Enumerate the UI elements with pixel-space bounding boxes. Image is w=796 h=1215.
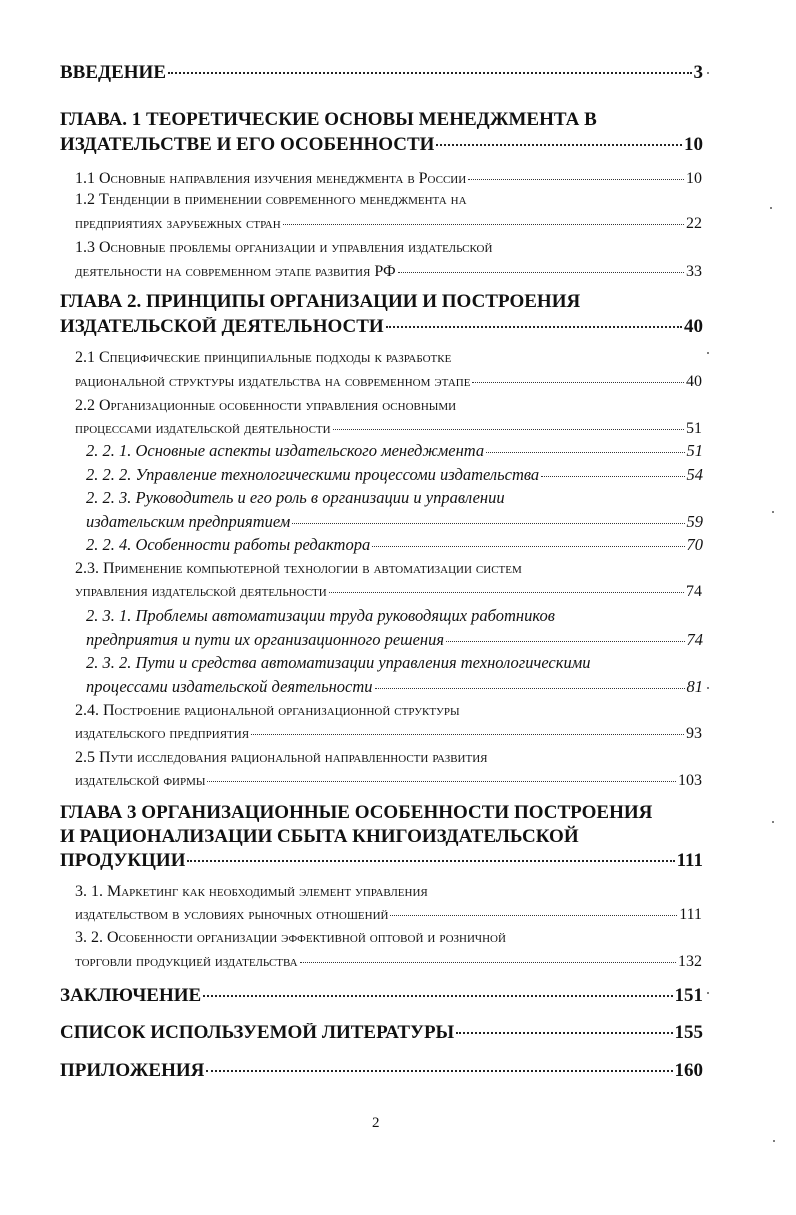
toc-entry-page: 40 (686, 373, 702, 390)
toc-subsection-2-2-2[interactable] (86, 467, 703, 484)
toc-subsection-2-3-1[interactable] (86, 632, 703, 649)
toc-section-1-2[interactable] (75, 216, 702, 232)
toc-entry-title: рациональной структуры издательства на современном этапе (75, 374, 471, 390)
toc-entry-page: 33 (686, 263, 702, 280)
toc-chapter-2[interactable] (60, 317, 703, 336)
leader-dots (398, 272, 684, 273)
toc-entry-page: 151 (674, 985, 703, 1006)
toc-subsection-2-2-4[interactable] (86, 537, 703, 554)
leader-dots (472, 382, 684, 383)
toc-entry-title: ПРИЛОЖЕНИЯ (60, 1061, 205, 1080)
toc-section-3-2[interactable] (75, 954, 702, 970)
toc-section-3-1[interactable] (75, 907, 702, 923)
toc-entry-page: 132 (678, 953, 702, 970)
toc-entry-page: 54 (686, 465, 703, 484)
scan-speck (770, 207, 772, 209)
leader-dots (390, 915, 677, 916)
toc-entry-page: 155 (674, 1022, 703, 1043)
toc-entry-title: процессами издательской деятельности (86, 679, 373, 696)
toc-entry-page: 40 (684, 316, 703, 337)
toc-section-2-3-line1[interactable]: 2.3. Применение компьютерной технологии в автоматизации систем (75, 560, 522, 577)
leader-dots (206, 1070, 672, 1072)
leader-dots (333, 429, 684, 430)
toc-entry-page: 103 (678, 772, 702, 789)
toc-entry-page: 93 (686, 725, 702, 742)
leader-dots (292, 523, 684, 524)
leader-dots (486, 452, 684, 453)
toc-entry-title: 2. 2. 4. Особенности работы редактора (86, 537, 371, 554)
toc-entry-title: 1.1 Основные направления изучения менеджмента в России (75, 171, 467, 187)
toc-entry-page: 111 (676, 850, 703, 871)
leader-dots (283, 224, 684, 225)
toc-entry-title: деятельности на современном этапе развития РФ (75, 264, 396, 280)
toc-entry-title: ИЗДАТЕЛЬСТВЕ И ЕГО ОСОБЕННОСТИ (60, 135, 435, 154)
toc-entry-page: 10 (686, 170, 702, 187)
toc-entry-title: издательским предприятием (86, 514, 291, 531)
toc-section-1-3[interactable] (75, 264, 702, 280)
toc-entry-title: издательской фирмы (75, 773, 206, 789)
toc-chapter-2-line1[interactable]: ГЛАВА 2. ПРИНЦИПЫ ОРГАНИЗАЦИИ И ПОСТРОЕНИЯ (60, 291, 581, 312)
toc-section-2-4[interactable] (75, 726, 702, 742)
toc-section-2-1-line1[interactable]: 2.1 Специфические принципиальные подходы к разработке (75, 349, 452, 366)
toc-chapter-1[interactable] (60, 135, 703, 154)
toc-section-1-2-line1[interactable]: 1.2 Тенденции в применении современного менеджмента на (75, 191, 467, 208)
toc-entry-title: торговли продукцией издательства (75, 954, 298, 970)
leader-dots (375, 688, 685, 689)
toc-chapter-3[interactable] (60, 851, 703, 870)
scan-speck (707, 687, 709, 689)
toc-chapter-3-line2[interactable]: И РАЦИОНАЛИЗАЦИИ СБЫТА КНИГОИЗДАТЕЛЬСКОЙ (60, 826, 579, 847)
toc-entry-title: издательством в условиях рыночных отношений (75, 907, 389, 923)
leader-dots (386, 326, 682, 328)
toc-entry-title: предприятия и пути их организационного решения (86, 632, 445, 649)
leader-dots (329, 592, 684, 593)
scan-speck (707, 992, 709, 994)
toc-entry-title: 2. 2. 2. Управление технологическими процессоми издательства (86, 467, 540, 484)
toc-subsection-2-2-3[interactable] (86, 514, 703, 531)
toc-section-3-1-line1[interactable]: 3. 1. Маркетинг как необходимый элемент управления (75, 883, 428, 900)
scan-speck (772, 821, 774, 823)
toc-entry-intro[interactable] (60, 63, 703, 82)
toc-subsection-2-3-2-line1[interactable]: 2. 3. 2. Пути и средства автоматизации управления технологическими (86, 653, 591, 672)
toc-subsection-2-2-3-line1[interactable]: 2. 2. 3. Руководитель и его роль в организации и управлении (86, 488, 505, 507)
leader-dots (468, 179, 684, 180)
toc-section-1-3-line1[interactable]: 1.3 Основные проблемы организации и управления издательской (75, 239, 493, 256)
toc-entry-page: 74 (686, 630, 703, 649)
toc-entry-page: 10 (684, 134, 703, 155)
toc-section-2-3[interactable] (75, 584, 702, 600)
leader-dots (436, 144, 682, 146)
toc-entry-page: 70 (686, 535, 703, 554)
leader-dots (168, 72, 692, 74)
toc-entry-page: 51 (686, 420, 702, 437)
toc-section-3-2-line1[interactable]: 3. 2. Особенности организации эффективной оптовой и розничной (75, 929, 506, 946)
toc-entry-title: ПРОДУКЦИИ (60, 851, 186, 870)
leader-dots (207, 781, 676, 782)
toc-entry-title: 2. 2. 1. Основные аспекты издательского менеджмента (86, 443, 485, 460)
toc-chapter-3-line1[interactable]: ГЛАВА 3 ОРГАНИЗАЦИОННЫЕ ОСОБЕННОСТИ ПОСТРОЕНИЯ (60, 802, 653, 823)
scan-speck (707, 72, 709, 74)
toc-entry-title: ИЗДАТЕЛЬСКОЙ ДЕЯТЕЛЬНОСТИ (60, 317, 384, 336)
toc-section-2-5[interactable] (75, 773, 702, 789)
toc-entry-title: СПИСОК ИСПОЛЬЗУЕМОЙ ЛИТЕРАТУРЫ (60, 1023, 455, 1042)
toc-entry-page: 111 (679, 906, 702, 923)
toc-subsection-2-3-2[interactable] (86, 679, 703, 696)
toc-entry-page: 3 (693, 62, 703, 83)
toc-section-2-5-line1[interactable]: 2.5 Пути исследования рациональной направленности развития (75, 749, 488, 766)
leader-dots (446, 641, 684, 642)
leader-dots (203, 995, 672, 997)
toc-section-2-1[interactable] (75, 374, 702, 390)
leader-dots (456, 1032, 672, 1034)
toc-entry-title: ВВЕДЕНИЕ (60, 63, 166, 82)
toc-section-2-4-line1[interactable]: 2.4. Построение рациональной организационной структуры (75, 702, 460, 719)
toc-entry-title: издательского предприятия (75, 726, 250, 742)
toc-entry-conclusion[interactable] (60, 986, 703, 1005)
toc-section-2-2-line1[interactable]: 2.2 Организационные особенности управления основными (75, 397, 457, 414)
scan-speck (772, 511, 774, 513)
toc-subsection-2-2-1[interactable] (86, 443, 703, 460)
leader-dots (541, 476, 684, 477)
leader-dots (372, 546, 684, 547)
leader-dots (187, 860, 674, 862)
toc-entry-title: управления издательской деятельности (75, 584, 327, 600)
toc-section-1-1[interactable] (75, 171, 702, 187)
page-number: 2 (372, 1115, 380, 1131)
toc-entry-title: ЗАКЛЮЧЕНИЕ (60, 986, 202, 1005)
scan-speck (773, 1140, 775, 1142)
toc-entry-title: предприятиях зарубежных стран (75, 216, 281, 232)
toc-entry-page: 51 (686, 441, 703, 460)
toc-entry-page: 22 (686, 215, 702, 232)
toc-section-2-2[interactable] (75, 421, 702, 437)
toc-entry-page: 59 (686, 512, 703, 531)
scan-speck (707, 352, 709, 354)
leader-dots (251, 734, 684, 735)
toc-entry-page: 74 (686, 583, 702, 600)
toc-entry-page: 81 (686, 677, 703, 696)
toc-entry-title: процессами издательской деятельности (75, 421, 331, 437)
leader-dots (300, 962, 676, 963)
toc-subsection-2-3-1-line1[interactable]: 2. 3. 1. Проблемы автоматизации труда руководящих работников (86, 606, 555, 625)
toc-chapter-1-line1[interactable]: ГЛАВА. 1 ТЕОРЕТИЧЕСКИЕ ОСНОВЫ МЕНЕДЖМЕНТА В (60, 109, 597, 130)
toc-entry-literature[interactable] (60, 1023, 703, 1042)
toc-entry-page: 160 (674, 1060, 703, 1081)
toc-entry-appendices[interactable] (60, 1061, 703, 1080)
